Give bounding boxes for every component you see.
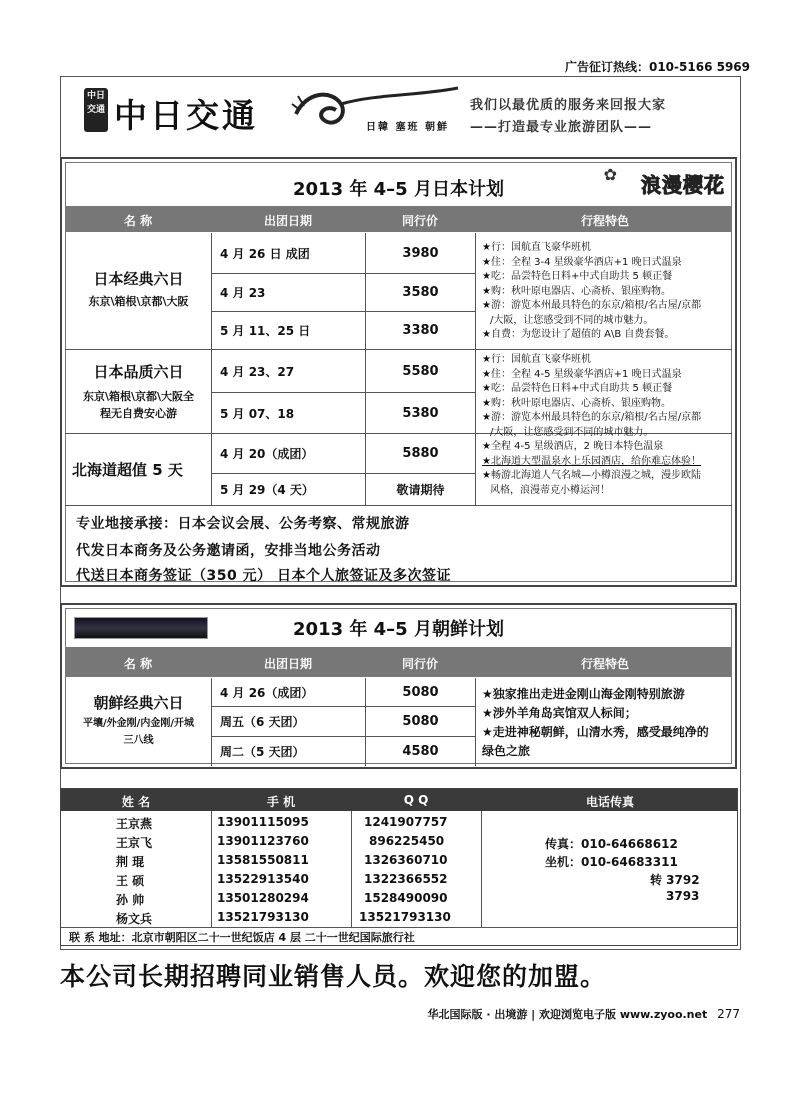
korea-table-header: [65, 647, 732, 677]
departure-date: 5 月 29（4 天）: [220, 483, 314, 497]
service-notice: 专业地接承接：日本会议会展、公务考察、常规旅游: [76, 516, 410, 532]
service-notice: 代送日本商务签证（350 元） 日本个人旅签证及多次签证: [76, 568, 451, 584]
page-number: 277: [717, 1007, 740, 1021]
col-contact-name: 姓 名: [121, 795, 151, 809]
contact-row: 孙 帅 13501280294 1528490090: [116, 891, 448, 907]
contact-row: 荆 琨 13581550811 1326360710: [116, 853, 448, 869]
tour-name: 朝鲜经典六日 平壤/外金刚/内金刚/开城 三八线: [83, 693, 194, 746]
slogan-line-1: 我们以最优质的服务来回报大家: [470, 98, 667, 113]
tour-name: 北海道超值 5 天: [72, 461, 183, 479]
recruitment-banner: 本公司长期招聘同业销售人员。欢迎您的加盟。: [60, 962, 607, 991]
price: 5880: [402, 446, 439, 461]
col-name: 名 称: [123, 214, 153, 228]
col-phone-fax: 电话传真: [585, 795, 634, 809]
tour-name: 日本经典六日 东京\箱根\京都\大阪: [88, 270, 189, 308]
contact-row: 杨文兵 13521793130 13521793130: [116, 910, 451, 926]
korea-plan-title: 2013 年 4–5 月朝鲜计划: [293, 619, 504, 640]
brand-name: 中日交通: [114, 96, 258, 135]
departure-date: 5 月 07、18: [220, 406, 295, 421]
flower-icon: ✿: [603, 165, 617, 184]
japan-plan-section: [60, 157, 737, 587]
departure-date: 周二（5 天团）: [220, 745, 305, 759]
japan-plan-title: 2013 年 4–5 月日本计划: [293, 179, 504, 200]
price: 3580: [402, 284, 439, 300]
price: 3980: [402, 245, 439, 261]
japan-table-header: [65, 206, 732, 232]
price: 5580: [402, 363, 439, 379]
tour-name: 日本品质六日 东京\箱根\京都\大阪全 程无自费安心游: [82, 362, 195, 420]
sakura-logo: 浪漫樱花: [641, 173, 725, 197]
service-notice: 代发日本商务及公务邀请函，安排当地公务活动: [76, 543, 381, 559]
col-date: 出团日期: [263, 214, 312, 228]
departure-date: 周五（6 天团）: [220, 715, 305, 729]
departure-date: 4 月 26（成团）: [220, 685, 314, 700]
col-mobile: 手 机: [266, 795, 296, 809]
contact-row: 王京燕 13901115095 1241907757: [116, 815, 448, 831]
footer-text[interactable]: 华北国际版 · 出境游 | 欢迎浏览电子版 www.zyoo.net: [427, 1008, 708, 1021]
phone-extension: 3793: [666, 889, 700, 903]
departure-date: 5 月 11、25 日: [220, 323, 311, 338]
price: 3380: [402, 322, 439, 338]
phone-number[interactable]: 坐机：010-64683311: [545, 855, 678, 869]
korea-plan-section: [60, 603, 737, 769]
col-price: 同行价: [401, 657, 438, 671]
page-footer: [428, 1006, 740, 1022]
col-features: 行程特色: [580, 214, 629, 228]
tour-features: ★行：国航直飞豪华班机 ★住：全程 4-5 星级豪华酒店+1 晚日式温泉 ★吃：品尝特色日料+中式自助共 5 顿正餐 ★购：秋叶原电器店、心斋桥、银座购物。 ★游：游览本州最具特色的东京/箱根/名古屋/京都 /大阪，让您感受到不同的城市魅力。: [482, 354, 702, 438]
departure-date: 4 月 23: [220, 285, 266, 300]
brand-destinations: 日韓 塞班 朝鮮: [366, 122, 449, 133]
price: 5380: [402, 405, 439, 421]
brand-seal: 中日 交通: [84, 88, 108, 132]
tour-features: ★全程 4-5 星级酒店，2 晚日本特色温泉 ★北海道大型温泉水上乐园酒店，给你难忘体验！ ★畅游北海道人气名城—小樽浪漫之城，漫步欧陆 风格，浪漫蒂克小樽运河！: [482, 441, 701, 496]
col-qq: Q Q: [403, 793, 429, 807]
ad-hotline: 广告征订热线：010-5166 5969: [564, 60, 750, 74]
contact-row: 王 硕 13522913540 1322366552: [116, 872, 448, 888]
fax-number[interactable]: 传真：010-64668612: [545, 837, 678, 851]
company-header: [60, 82, 741, 152]
col-features: 行程特色: [580, 657, 629, 671]
col-name: 名 称: [123, 657, 153, 671]
col-price: 同行价: [401, 214, 438, 228]
contact-header: [61, 789, 737, 811]
price: 5080: [402, 684, 439, 700]
price: 5080: [402, 714, 439, 729]
tour-features: ★独家推出走进金刚山海金刚特别旅游 ★涉外羊角岛宾馆双人标间； ★走进神秘朝鲜，山清水秀，感受最纯净的 绿色之旅: [482, 687, 709, 758]
departure-date: 4 月 20（成团）: [220, 447, 314, 461]
slogan-line-2: ——打造最专业旅游团队——: [470, 120, 653, 135]
contact-row: 王京飞 13901123760 896225450: [116, 834, 445, 850]
contact-address: 联 系 地址：北京市朝阳区二十一世纪饭店 4 层 二十一世纪国际旅行社: [69, 931, 415, 944]
departure-date: 4 月 26 日 成团: [220, 246, 310, 261]
phone-extension: 转 3792: [650, 873, 700, 887]
contact-table: [60, 788, 738, 946]
price: 4580: [402, 744, 439, 759]
price: 敬请期待: [396, 483, 445, 497]
col-date: 出团日期: [263, 657, 312, 671]
tour-features: ★行：国航直飞豪华班机 ★住：全程 3-4 星级豪华酒店+1 晚日式温泉 ★吃：品尝特色日料+中式自助共 5 顿正餐 ★购：秋叶原电器店、心斋桥、银座购物。 ★游：游览本州最具特色的东京/箱根/名古屋/京都 /大阪，让您感受到不同的城市魅力。 ★自费：为您设计了超值的 A\B 自费套餐。: [482, 242, 702, 340]
departure-date: 4 月 23、27: [220, 364, 295, 379]
